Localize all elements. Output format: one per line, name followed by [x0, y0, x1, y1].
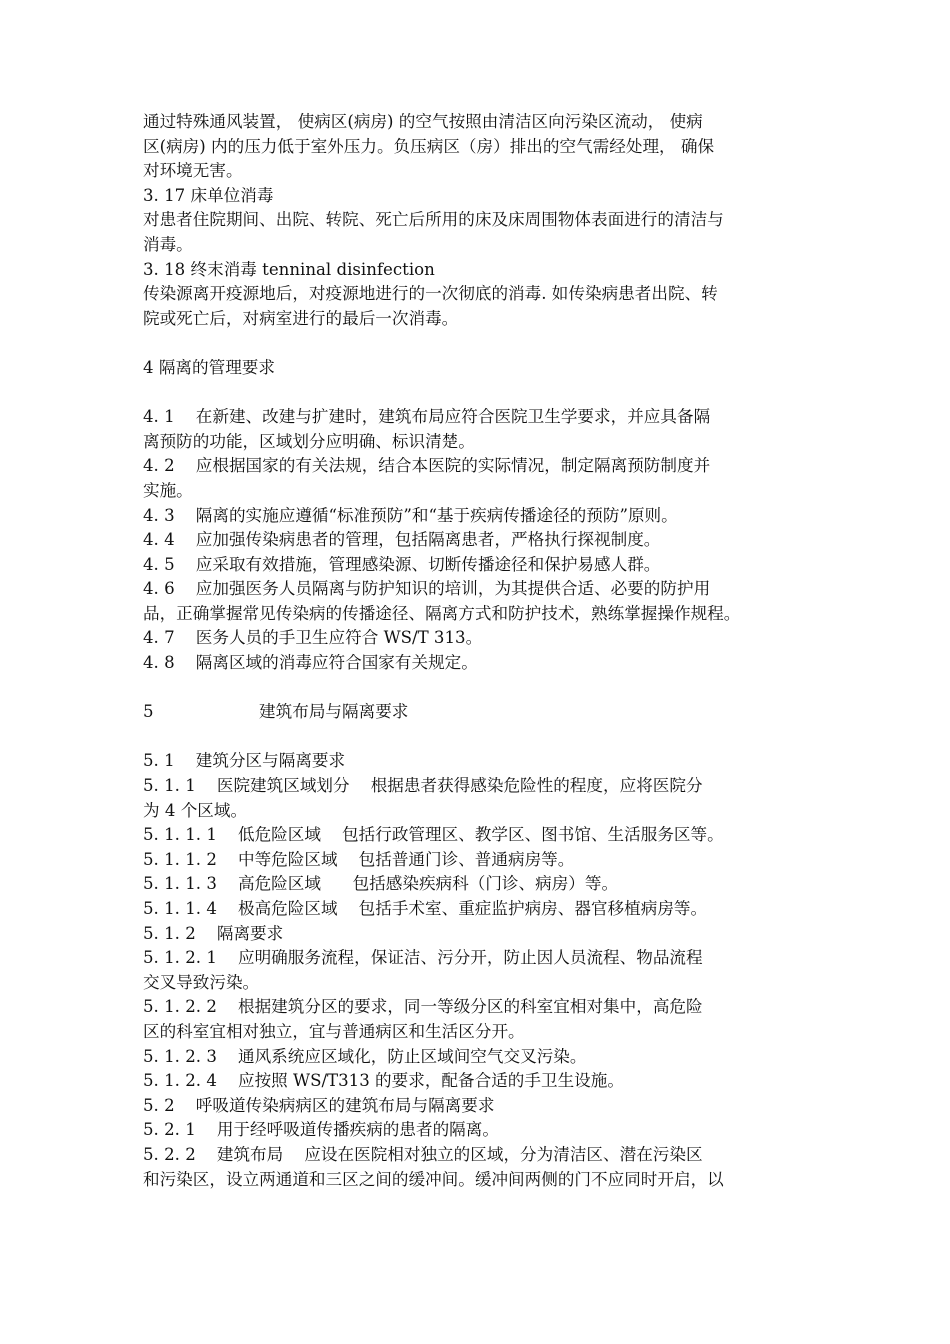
- text-line: 5. 1. 1. 1 低危险区域 包括行政管理区、教学区、图书馆、生活服务区等。: [143, 825, 724, 845]
- text-line: 5. 2. 1 用于经呼吸道传播疾病的患者的隔离。: [143, 1120, 499, 1140]
- text-line: 消毒。: [143, 234, 193, 254]
- text-line: 4. 2 应根据国家的有关法规，结合本医院的实际情况，制定隔离预防制度并: [143, 456, 711, 476]
- text-line: 4. 3 隔离的实施应遵循“标准预防”和“基于疾病传播途径的预防”原则。: [143, 505, 678, 525]
- blank-line: [143, 725, 813, 750]
- text-line: 4. 1 在新建、改建与扩建时，建筑布局应符合医院卫生学要求，并应具备隔: [143, 407, 711, 427]
- document-page: [143, 110, 813, 1192]
- text-line: 5. 1. 2. 3 通风系统应区域化，防止区域间空气交叉污染。: [143, 1046, 587, 1066]
- text-line: 5. 1. 1. 4 极高危险区域 包括手术室、重症监护病房、器官移植病房等。: [143, 899, 708, 918]
- text-line: 5. 2. 2 建筑布局 应设在医院相对独立的区域，分为清洁区、潜在污染区: [143, 1144, 703, 1164]
- blank-line: [143, 331, 813, 356]
- text-line: 实施。: [143, 480, 193, 500]
- text-line: 为 4 个区域。: [143, 800, 248, 820]
- section-heading-5-1: 5. 1 建筑分区与隔离要求: [143, 751, 346, 771]
- text-line: 5. 1. 2. 4 应按照 WS/T313 的要求，配备合适的手卫生设施。: [143, 1071, 624, 1091]
- text-line: 4. 5 应采取有效措施，管理感染源、切断传播途径和保护易感人群。: [143, 554, 661, 574]
- text-line: 通过特殊通风装置， 使病区(病房) 的空气按照由清洁区向污染区流动， 使病: [143, 112, 703, 131]
- blank-line: [143, 676, 813, 701]
- text-line: 品，正确掌握常见传染病的传播途径、隔离方式和防护技术，熟练掌握操作规程。: [143, 603, 741, 623]
- text-line: 4. 6 应加强医务人员隔离与防护知识的培训，为其提供合适、必要的防护用: [143, 579, 711, 599]
- text-line: 4. 8 隔离区域的消毒应符合国家有关规定。: [143, 653, 478, 673]
- text-line: 院或死亡后，对病室进行的最后一次消毒。: [143, 308, 459, 328]
- text-line: 5. 1. 2. 1 应明确服务流程，保证洁、污分开，防止因人员流程、物品流程: [143, 948, 703, 968]
- section-heading-3-17: 3. 17 床单位消毒: [143, 185, 274, 205]
- text-line: 5. 1. 2. 2 根据建筑分区的要求，同一等级分区的科室宜相对集中，高危险: [143, 997, 703, 1017]
- section-heading-5-1-2: 5. 1. 2 隔离要求: [143, 923, 284, 943]
- section-heading-5-2: 5. 2 呼吸道传染病病区的建筑布局与隔离要求: [143, 1095, 495, 1115]
- text-line: 对患者住院期间、出院、转院、死亡后所用的床及床周围物体表面进行的清洁与: [143, 210, 724, 230]
- text-line: 传染源离开疫源地后，对疫源地进行的一次彻底的消毒. 如传染病患者出院、转: [143, 284, 718, 304]
- text-line: 离预防的功能，区域划分应明确、标识清楚。: [143, 431, 475, 451]
- text-line: 交叉导致污染。: [143, 972, 260, 992]
- text-line: 5. 1. 1. 3 高危险区域 包括感染疾病科（门诊、病房）等。: [143, 874, 619, 894]
- section-heading-3-18: 3. 18 终末消毒 tenninal disinfection: [143, 259, 435, 279]
- section-heading-4: 4 隔离的管理要求: [143, 357, 275, 377]
- text-line: 5. 1. 1. 2 中等危险区域 包括普通门诊、普通病房等。: [143, 849, 575, 869]
- text-line: 区的科室宜相对独立，宜与普通病区和生活区分开。: [143, 1021, 525, 1041]
- text-line: 对环境无害。: [143, 161, 243, 181]
- text-line: 5. 1. 1 医院建筑区域划分 根据患者获得感染危险性的程度，应将医院分: [143, 776, 703, 796]
- text-line: 4. 4 应加强传染病患者的管理，包括隔离患者，严格执行探视制度。: [143, 530, 661, 550]
- section-heading-5: 5 建筑布局与隔离要求: [143, 702, 409, 722]
- text-line: 区(病房) 内的压力低于室外压力。负压病区（房）排出的空气需经处理， 确保: [143, 136, 715, 156]
- text-line: 4. 7 医务人员的手卫生应符合 WS/T 313。: [143, 628, 483, 648]
- text-line: 和污染区，设立两通道和三区之间的缓冲间。缓冲间两侧的门不应同时开启，以: [143, 1169, 724, 1189]
- blank-line: [143, 381, 813, 406]
